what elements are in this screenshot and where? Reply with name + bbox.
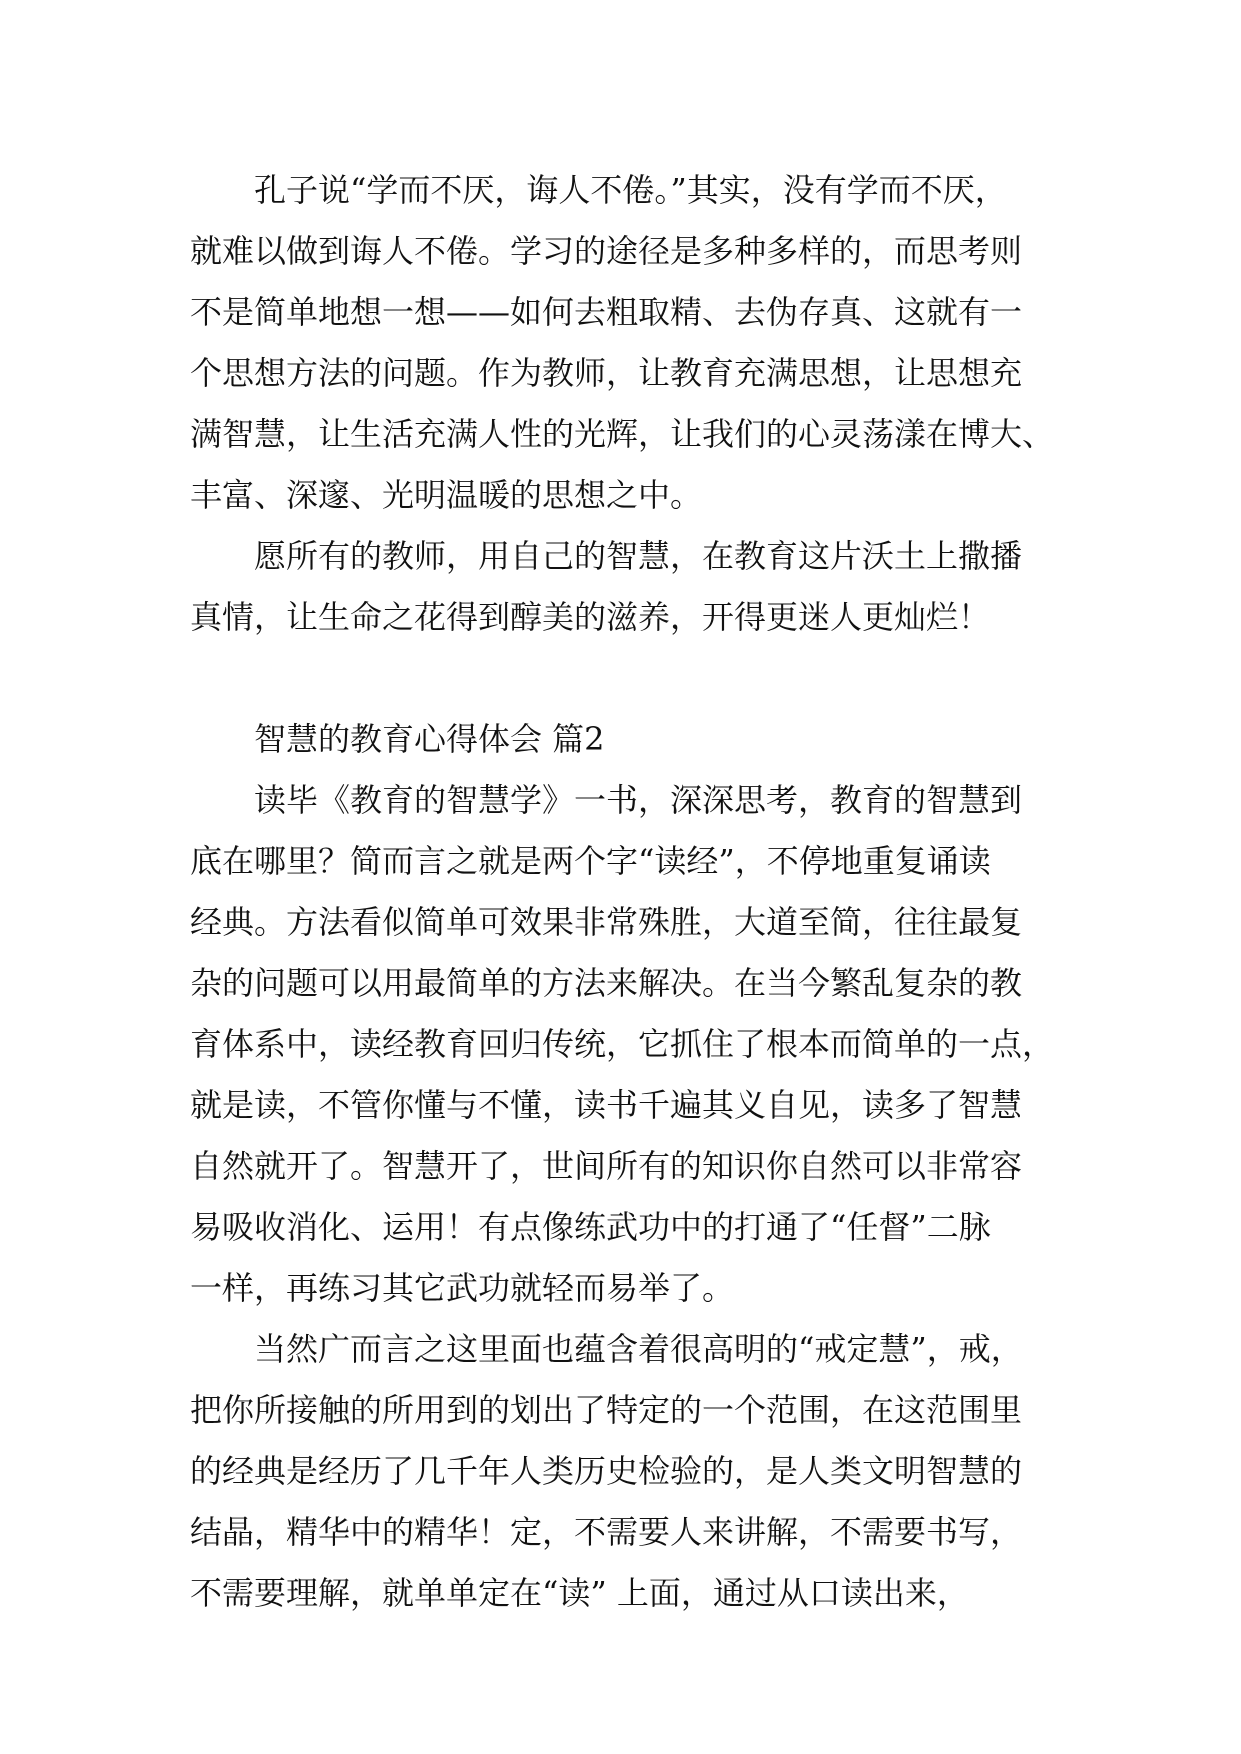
text-line: 易吸收消化、运用！有点像练武功中的打通了“任督”二脉 [190,1208,991,1246]
text-line: 自然就开了。智慧开了，世间所有的知识你自然可以非常容 [190,1147,1023,1185]
text-line: 经典。方法看似简单可效果非常殊胜，大道至简，往往最复 [190,903,1023,941]
text-line: 底在哪里？简而言之就是两个字“读经”，不停地重复诵读 [190,842,991,880]
text-line: 育体系中，读经教育回归传统，它抓住了根本而简单的一点， [190,1025,1055,1063]
paragraph-2 [190,526,1070,648]
document-body [190,160,1070,1624]
text-line: 结晶，精华中的精华！定，不需要人来讲解，不需要书写， [190,1513,1023,1551]
section-heading: 智慧的教育心得体会 篇2 [254,720,605,758]
text-line: 当然广而言之这里面也蕴含着很高明的“戒定慧”，戒， [254,1330,1023,1368]
text-line: 不是简单地想一想——如何去粗取精、去伪存真、这就有一 [190,293,1023,331]
text-line: 愿所有的教师，用自己的智慧，在教育这片沃土上撒播 [254,537,1023,575]
text-line: 孔子说“学而不厌，诲人不倦。”其实，没有学而不厌， [254,171,1007,209]
text-line: 真情，让生命之花得到醇美的滋养，开得更迷人更灿烂！ [190,598,991,636]
text-line: 杂的问题可以用最简单的方法来解决。在当今繁乱复杂的教 [190,964,1023,1002]
text-line: 读毕《教育的智慧学》一书，深深思考，教育的智慧到 [254,781,1023,819]
text-line: 就难以做到诲人不倦。学习的途径是多种多样的，而思考则 [190,232,1023,270]
paragraph-1 [190,160,1070,526]
text-line: 就是读，不管你懂与不懂，读书千遍其义自见，读多了智慧 [190,1086,1023,1124]
paragraph-3 [190,770,1070,1319]
text-line: 把你所接触的所用到的划出了特定的一个范围，在这范围里 [190,1391,1023,1429]
text-line: 一样，再练习其它武功就轻而易举了。 [190,1269,735,1307]
text-line: 的经典是经历了几千年人类历史检验的，是人类文明智慧的 [190,1452,1023,1490]
text-line: 满智慧，让生活充满人性的光辉，让我们的心灵荡漾在博大、 [190,415,1055,453]
paragraph-4 [190,1319,1070,1624]
text-line: 个思想方法的问题。作为教师，让教育充满思想，让思想充 [190,354,1023,392]
text-line: 不需要理解，就单单定在“读” 上面，通过从口读出来， [190,1574,969,1612]
text-line: 丰富、深邃、光明温暖的思想之中。 [190,476,703,514]
